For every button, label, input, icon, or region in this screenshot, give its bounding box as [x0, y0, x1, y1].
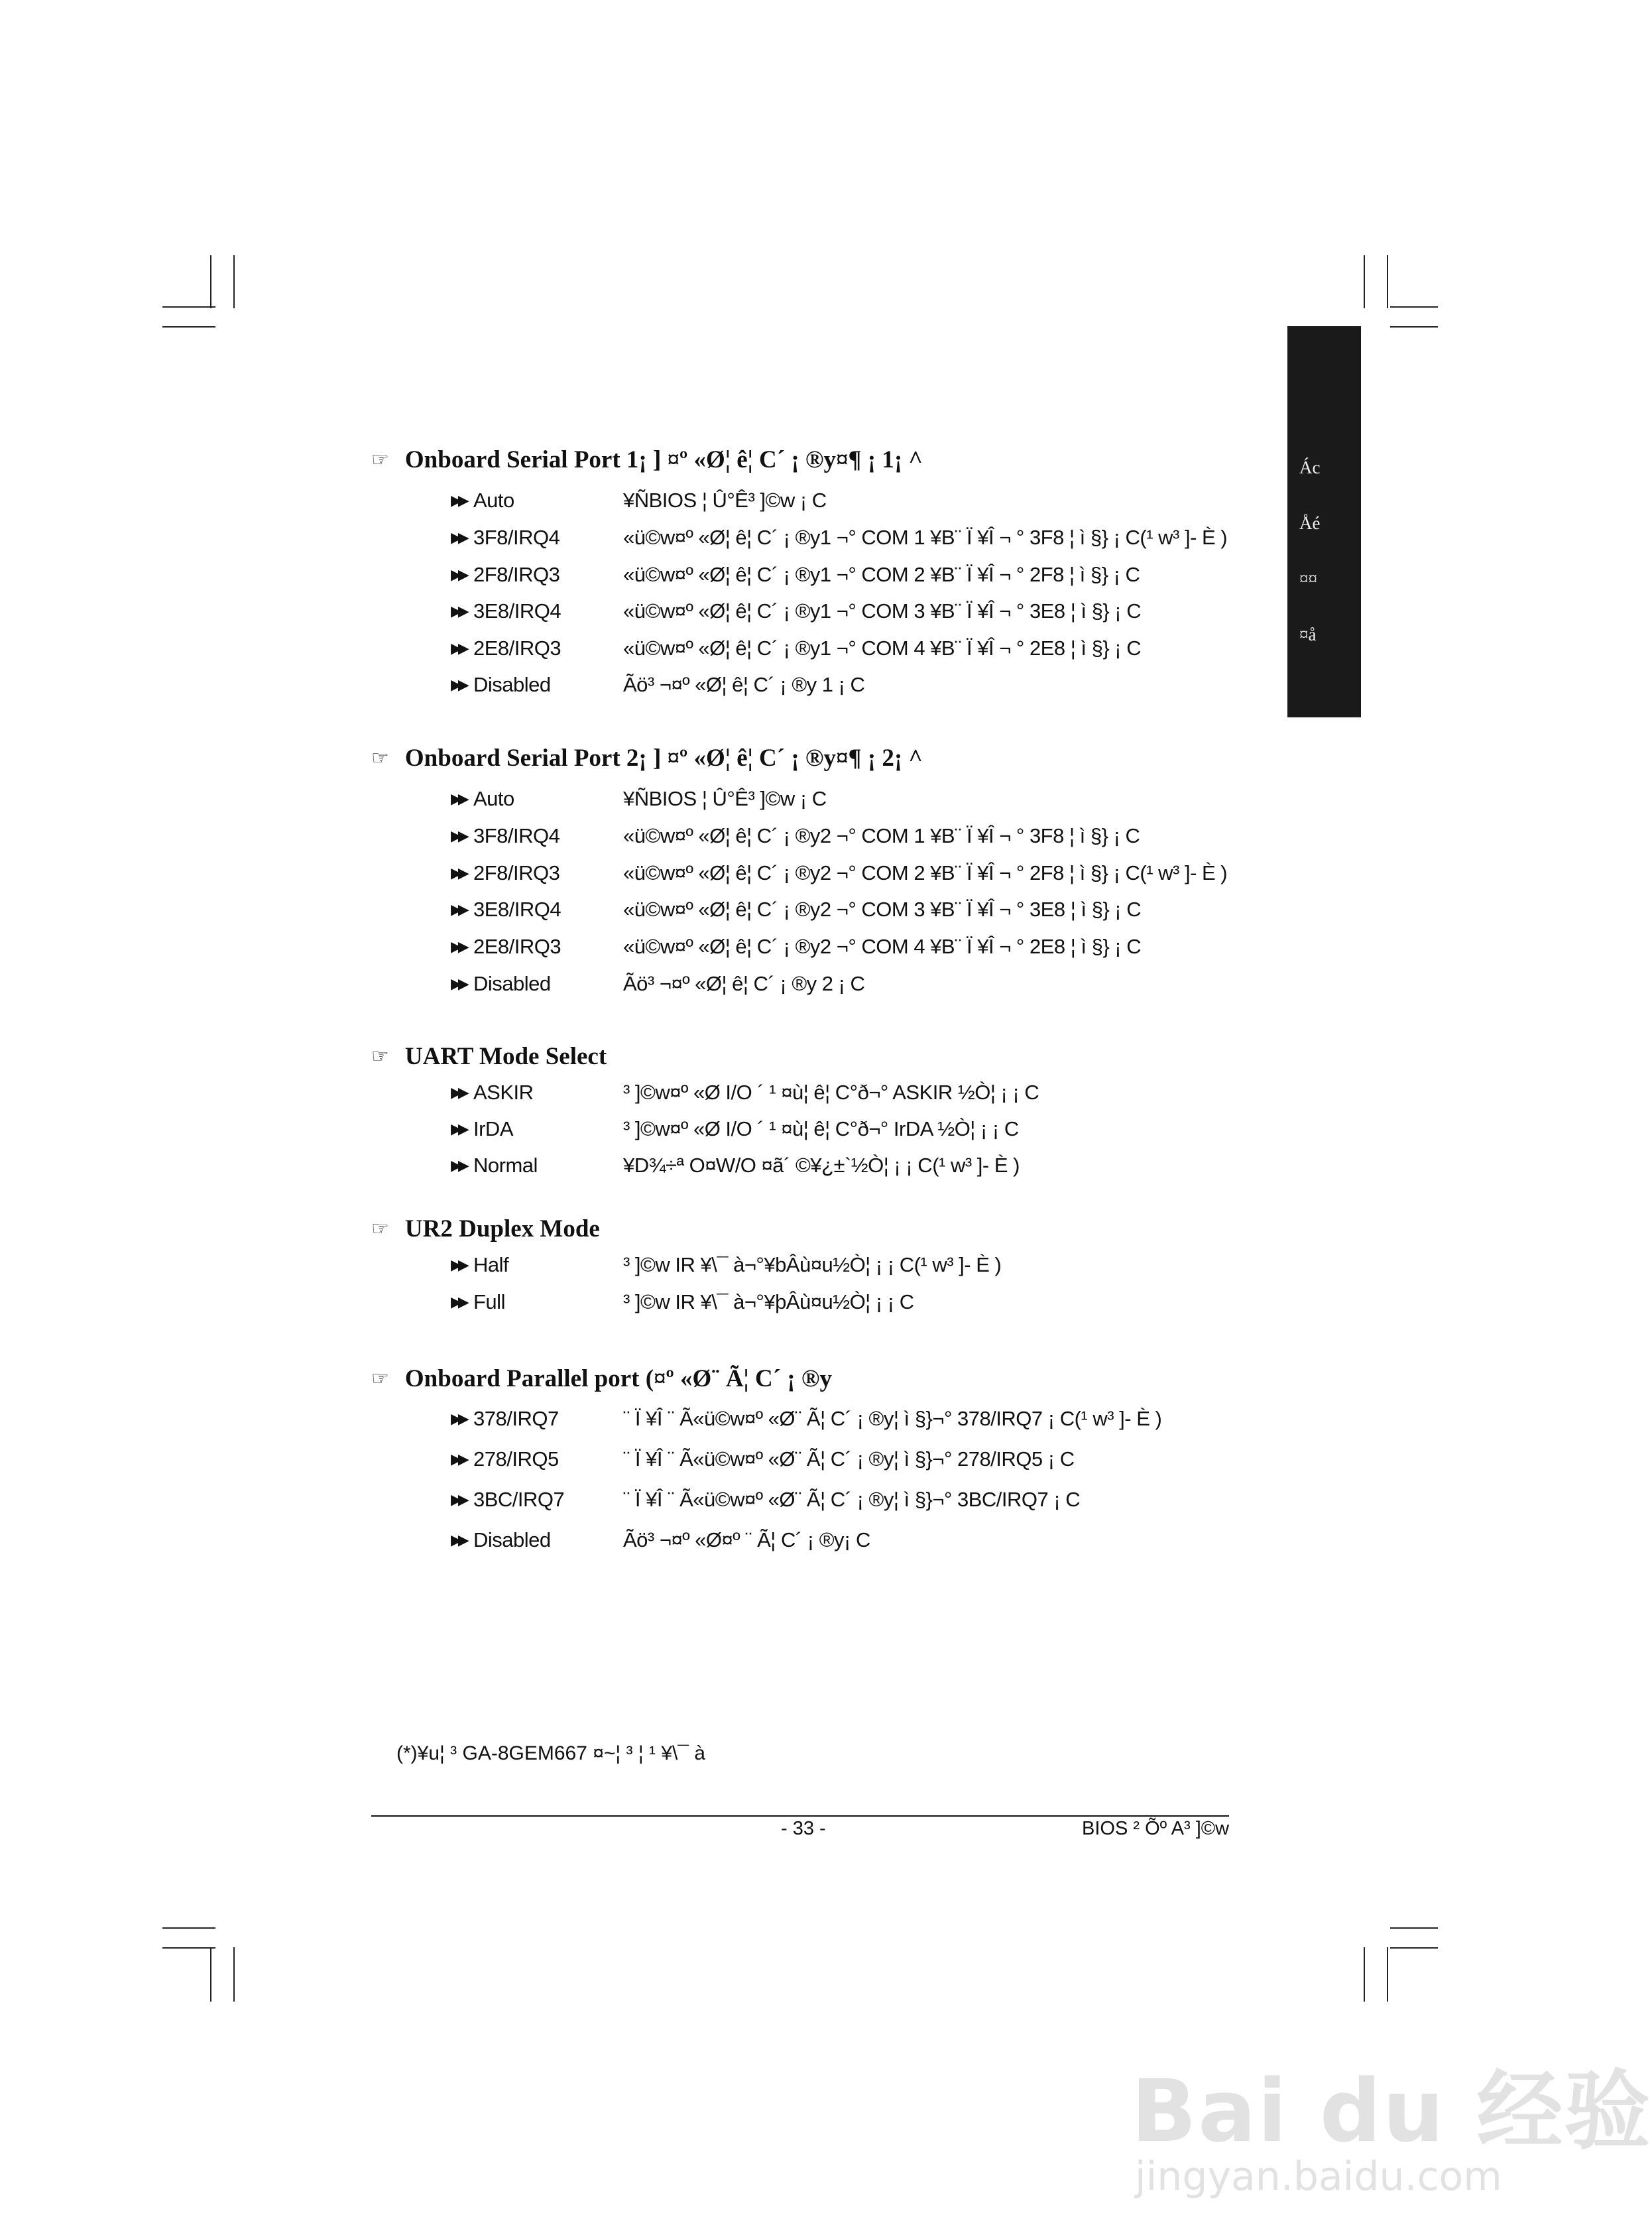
section-heading: [371, 744, 923, 772]
option-row: [451, 972, 864, 996]
option-label: 2F8/IRQ3: [473, 563, 560, 586]
double-arrow-icon: ▶▶: [451, 790, 465, 808]
crop-mark: [210, 255, 211, 308]
section-title: UR2 Duplex Mode: [404, 1215, 600, 1242]
option-description: ¨ Ï ¥Î ¨ Ã«ü©w¤º «Ø¨ Ã¦ C´ ¡ ®y¦ ì §}¬° 3BC/IRQ7 ¡ C: [623, 1488, 1081, 1511]
watermark-url: jingyan.baidu.com: [1135, 2153, 1502, 2200]
option-description: ³ ]©w¤º «Ø I/O ´ ¹ ¤ù¦ ê¦ C°ð¬° ASKIR ½Ò¦ ¡ ¡ C: [623, 1081, 1039, 1104]
crop-mark: [233, 1947, 235, 2002]
double-arrow-icon: ▶▶: [451, 1294, 465, 1311]
double-arrow-icon: ▶▶: [451, 1491, 465, 1508]
double-arrow-icon: ▶▶: [451, 827, 465, 845]
option-description: «ü©w¤º «Ø¦ ê¦ C´ ¡ ®y1 ¬° COM 2 ¥B¨ Ï ¥Î ¬ ° 2F8 ¦ ì §} ¡ C: [623, 563, 1140, 586]
option-label: Half: [473, 1253, 509, 1276]
double-arrow-icon: ▶▶: [451, 865, 465, 882]
crop-mark: [1390, 326, 1438, 328]
pointing-hand-icon: ☞: [371, 448, 389, 471]
pointing-hand-icon: ☞: [371, 1217, 389, 1240]
double-arrow-icon: ▶▶: [451, 529, 465, 546]
crop-mark: [162, 326, 215, 328]
option-row: [451, 1081, 1039, 1105]
option-row: [451, 599, 1141, 623]
side-tab-char: ¤å: [1299, 625, 1317, 644]
section-title: Onboard Serial Port 1¡ ] ¤º «Ø¦ ê¦ C´ ¡ ®y¤¶ ¡ 1¡ ^: [404, 446, 923, 473]
option-description: «ü©w¤º «Ø¦ ê¦ C´ ¡ ®y2 ¬° COM 4 ¥B¨ Ï ¥Î ¬ ° 2E8 ¦ ì §} ¡ C: [623, 935, 1142, 958]
option-label: Full: [473, 1290, 505, 1313]
footnote: (*)¥u¦ ³ GA-8GEM667 ¤~¦ ³ ¦ ¹ ¥\¯ à: [396, 1742, 705, 1764]
crop-mark: [210, 1947, 211, 2002]
option-description: ³ ]©w IR ¥\¯ à¬°¥bÂù¤u½Ò¦ ¡ ¡ C(¹ w³ ]- È ): [623, 1253, 1002, 1276]
pointing-hand-icon: ☞: [371, 747, 389, 770]
option-label: Disabled: [473, 673, 551, 696]
option-label: 3E8/IRQ4: [473, 599, 561, 623]
option-row: [451, 1290, 914, 1314]
section-title: UART Mode Select: [404, 1043, 607, 1070]
option-label: Auto: [473, 787, 514, 810]
option-row: [451, 1407, 1161, 1431]
option-description: ¥D¾÷ª O¤W/O ¤ã´ ©¥¿±`½Ò¦ ¡ ¡ C(¹ w³ ]- È ): [623, 1154, 1020, 1177]
pointing-hand-icon: ☞: [371, 1045, 389, 1068]
crop-mark: [162, 306, 215, 308]
option-row: [451, 1253, 1001, 1277]
option-label: ASKIR: [473, 1081, 534, 1104]
crop-mark: [233, 255, 235, 308]
double-arrow-icon: ▶▶: [451, 1084, 465, 1101]
option-label: 2F8/IRQ3: [473, 861, 560, 884]
option-description: Ãö³ ¬¤º «Ø¦ ê¦ C´ ¡ ®y 1 ¡ C: [623, 673, 865, 696]
double-arrow-icon: ▶▶: [451, 603, 465, 620]
section-title: Onboard Serial Port 2¡ ] ¤º «Ø¦ ê¦ C´ ¡ ®y¤¶ ¡ 2¡ ^: [404, 745, 923, 772]
option-description: «ü©w¤º «Ø¦ ê¦ C´ ¡ ®y2 ¬° COM 2 ¥B¨ Ï ¥Î ¬ ° 2F8 ¦ ì §} ¡ C(¹ w³ ]- È ): [623, 861, 1228, 884]
option-label: 3E8/IRQ4: [473, 898, 561, 921]
option-label: 2E8/IRQ3: [473, 935, 561, 958]
option-row: [451, 861, 1227, 885]
double-arrow-icon: ▶▶: [451, 1451, 465, 1468]
watermark-logo: Bai du 经验: [1131, 2061, 1652, 2161]
side-tab-char: ¤¤: [1299, 569, 1317, 589]
footer-rule: [371, 1815, 1229, 1817]
option-label: Normal: [473, 1154, 538, 1177]
double-arrow-icon: ▶▶: [451, 901, 465, 918]
double-arrow-icon: ▶▶: [451, 975, 465, 993]
option-description: «ü©w¤º «Ø¦ ê¦ C´ ¡ ®y1 ¬° COM 4 ¥B¨ Ï ¥Î ¬ ° 2E8 ¦ ì §} ¡ C: [623, 636, 1142, 660]
option-row: [451, 1154, 1020, 1177]
side-tab-char: Ác: [1299, 457, 1321, 477]
crop-mark: [1387, 255, 1388, 308]
section-heading: [371, 1364, 832, 1393]
double-arrow-icon: ▶▶: [451, 1410, 465, 1427]
crop-mark: [1364, 255, 1365, 308]
option-row: [451, 1488, 1080, 1512]
section-heading: [371, 1042, 607, 1071]
side-tab-char: Åé: [1299, 513, 1321, 533]
double-arrow-icon: ▶▶: [451, 640, 465, 657]
option-description: «ü©w¤º «Ø¦ ê¦ C´ ¡ ®y2 ¬° COM 3 ¥B¨ Ï ¥Î ¬ ° 3E8 ¦ ì §} ¡ C: [623, 898, 1142, 921]
crop-mark: [1390, 1927, 1438, 1929]
option-description: ³ ]©w¤º «Ø I/O ´ ¹ ¤ù¦ ê¦ C°ð¬° IrDA ½Ò¦ ¡ ¡ C: [623, 1117, 1019, 1140]
option-description: «ü©w¤º «Ø¦ ê¦ C´ ¡ ®y2 ¬° COM 1 ¥B¨ Ï ¥Î ¬ ° 3F8 ¦ ì §} ¡ C: [623, 824, 1140, 847]
running-title: BIOS ² Õº A³ ]©w: [1082, 1818, 1230, 1839]
pointing-hand-icon: ☞: [371, 1367, 389, 1390]
option-row: [451, 636, 1141, 660]
option-row: [451, 1117, 1019, 1141]
option-row: [451, 787, 827, 811]
option-description: «ü©w¤º «Ø¦ ê¦ C´ ¡ ®y1 ¬° COM 3 ¥B¨ Ï ¥Î ¬ ° 3E8 ¦ ì §} ¡ C: [623, 599, 1142, 623]
page-number: - 33 -: [781, 1818, 826, 1839]
section-heading: [371, 446, 923, 474]
double-arrow-icon: ▶▶: [451, 1532, 465, 1549]
option-description: Ãö³ ¬¤º «Ø¦ ê¦ C´ ¡ ®y 2 ¡ C: [623, 972, 865, 995]
option-description: ¥ÑBIOS ¦ Û°Ê³ ]©w ¡ C: [623, 787, 827, 810]
option-label: Auto: [473, 489, 514, 512]
option-description: Ãö³ ¬¤º «Ø¤º ¨ Ã¦ C´ ¡ ®y¡ C: [623, 1528, 870, 1551]
section-title: Onboard Parallel port (¤º «Ø¨ Ã¦ C´ ¡ ®y: [404, 1365, 832, 1392]
option-label: 278/IRQ5: [473, 1447, 559, 1471]
double-arrow-icon: ▶▶: [451, 1120, 465, 1138]
crop-mark: [1390, 306, 1438, 308]
option-description: ¨ Ï ¥Î ¨ Ã«ü©w¤º «Ø¨ Ã¦ C´ ¡ ®y¦ ì §}¬° 378/IRQ7 ¡ C(¹ w³ ]- È ): [623, 1407, 1162, 1430]
option-row: [451, 1528, 870, 1552]
section-heading: [371, 1215, 600, 1243]
double-arrow-icon: ▶▶: [451, 1256, 465, 1274]
option-row: [451, 673, 864, 697]
double-arrow-icon: ▶▶: [451, 938, 465, 955]
option-description: ¨ Ï ¥Î ¨ Ã«ü©w¤º «Ø¨ Ã¦ C´ ¡ ®y¦ ì §}¬° 278/IRQ5 ¡ C: [623, 1447, 1075, 1471]
option-row: [451, 563, 1140, 587]
option-label: IrDA: [473, 1117, 513, 1140]
chapter-side-tab: [1287, 326, 1361, 717]
option-row: [451, 935, 1141, 959]
option-label: 2E8/IRQ3: [473, 636, 561, 660]
double-arrow-icon: ▶▶: [451, 676, 465, 694]
crop-mark: [1387, 1947, 1388, 2002]
option-row: [451, 526, 1227, 550]
crop-mark: [1364, 1947, 1365, 2002]
option-label: 3F8/IRQ4: [473, 824, 560, 847]
option-row: [451, 898, 1141, 922]
double-arrow-icon: ▶▶: [451, 1157, 465, 1174]
crop-mark: [1390, 1947, 1438, 1949]
crop-mark: [162, 1947, 215, 1949]
option-description: ¥ÑBIOS ¦ Û°Ê³ ]©w ¡ C: [623, 489, 827, 512]
option-description: ³ ]©w IR ¥\¯ à¬°¥þÂù¤u½Ò¦ ¡ ¡ C: [623, 1290, 914, 1313]
double-arrow-icon: ▶▶: [451, 492, 465, 509]
option-row: [451, 1447, 1075, 1471]
option-description: «ü©w¤º «Ø¦ ê¦ C´ ¡ ®y1 ¬° COM 1 ¥B¨ Ï ¥Î ¬ ° 3F8 ¦ ì §} ¡ C(¹ w³ ]- È ): [623, 526, 1228, 549]
option-label: 378/IRQ7: [473, 1407, 559, 1430]
crop-mark: [162, 1927, 215, 1929]
option-label: Disabled: [473, 972, 551, 995]
option-row: [451, 824, 1140, 848]
option-label: 3F8/IRQ4: [473, 526, 560, 549]
option-label: 3BC/IRQ7: [473, 1488, 565, 1511]
option-label: Disabled: [473, 1528, 551, 1551]
option-row: [451, 489, 827, 513]
double-arrow-icon: ▶▶: [451, 566, 465, 583]
